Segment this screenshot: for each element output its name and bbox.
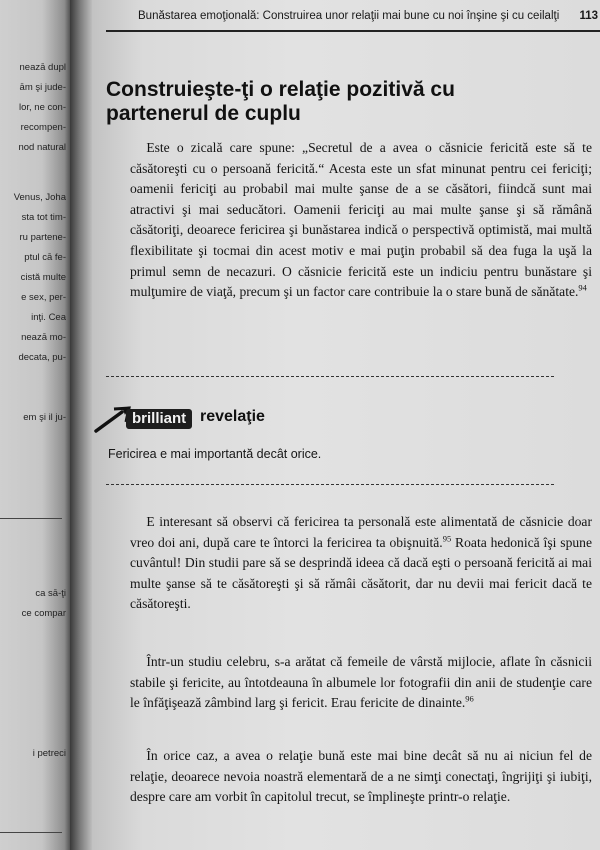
- paragraph-4: În orice caz, a avea o relaţie bună este mai bine decât să nu ai niciun fel de relaţie, deoarece nevoia noastră elementară de a ne simţi conectaţi, îngrijiţi şi iubiţi, despre care am vorbit în capitolul trecut, se împlineşte printr-o relaţie.: [130, 748, 592, 805]
- callout-label: revelaţie: [200, 408, 265, 425]
- left-page-line: nod natural: [18, 142, 66, 153]
- footnote-ref-95: 95: [442, 533, 452, 544]
- left-page-line: ptul cā fe-: [24, 252, 66, 263]
- running-title: Bunăstarea emoţională: Construirea unor relaţii mai bune cu noi înşine şi cu ceilalţi: [138, 10, 560, 22]
- footnote-ref-96: 96: [465, 693, 474, 704]
- footnote-ref-94: 94: [578, 282, 587, 293]
- left-page-line: em şi il ju-: [23, 412, 66, 423]
- callout-top-rule: [106, 376, 554, 377]
- left-page-line: ca sā-ţi: [35, 588, 66, 599]
- left-page-line: sta tot tim-: [21, 212, 66, 223]
- left-page-rule: [0, 832, 62, 833]
- callout-bottom-rule: [106, 484, 554, 485]
- paragraph-3: [130, 652, 592, 714]
- paragraph-2-text-a: E interesant să observi că fericirea ta personală este alimentată de căsnicie doar vreo doi ani, după care te întorci la fericirea ta obişnuită.: [130, 514, 592, 550]
- left-page-line: lor, ne con-: [19, 102, 66, 113]
- callout-text: Fericirea e mai importantă decât orice.: [108, 447, 322, 461]
- left-page-line: neazā mo-: [21, 332, 66, 343]
- left-page-rule: [0, 518, 62, 519]
- left-page-line: e sex, per-: [21, 292, 66, 303]
- brilliant-callout-header: [92, 404, 492, 434]
- left-facing-page: [0, 0, 70, 850]
- left-page-line: ce compar: [21, 608, 66, 619]
- left-page-line: Venus, Joha: [13, 192, 66, 203]
- page-number: 113: [579, 10, 598, 22]
- left-page-line: ru partene-: [19, 232, 66, 243]
- brilliant-badge: brilliant: [126, 409, 192, 429]
- left-page-line: ām şi jude-: [19, 82, 66, 93]
- left-page-line: i petreci: [32, 748, 66, 759]
- paragraph-2-text-b: Roata hedonică îşi spune cuvântul! Din studii pare să se desprindă ideea că dacă eşti o persoană fericită ai mai multe şanse să te căsătoreşti şi să rămâi căsătorit, dar nu devii mai fericit dacă te căsătoreşti.: [130, 534, 592, 612]
- left-page-line: neazā dupl: [19, 62, 66, 73]
- paragraph-3-text: Într-un studiu celebru, s-a arătat că femeile de vârstă mijlocie, aflate în căsnicii stabile şi fericite, au întotdeauna în albumele lor fotografii din anii de studenţie care le înfăţişează zâmbind larg şi fericit. Erau fericite de dinainte.: [130, 654, 592, 711]
- paragraph-2: [130, 512, 592, 615]
- header-rule: [106, 30, 600, 32]
- paragraph-1: [130, 138, 592, 303]
- left-page-line: inţi. Cea: [31, 312, 66, 323]
- right-page: [92, 0, 600, 850]
- paragraph-1-text: Este o zicală care spune: „Secretul de a avea o căsnicie fericită este să te căsătoreşti cu o persoană fericită.“ Acesta este un sfat minunat pentru cei fericiţi; oamenii fericiţi au probabil mai multe şanse de a se căsători, fiindcă sunt mai atractivi şi mai seducători. Oamenii fericiţi au mai multe şanse şi să rămână căsătoriţi, deoarece fericirea şi bunăstarea indică o perspectivă optimistă, mai multă flexibilitate şi tocmai din acest motiv e mai puţin probabil să dea fuga la uşă la primul semn de necazuri. O căsnicie fericită este un indiciu pentru bunăstare şi mulţumire de viaţă, precum şi un factor care contribuie la o stare bună de sănătate.: [130, 140, 592, 300]
- left-page-line: decata, pu-: [18, 352, 66, 363]
- left-page-line: recompen-: [20, 122, 66, 133]
- running-header: [138, 10, 598, 22]
- section-title: Construieşte-ţi o relaţie pozitivă cu partenerul de cuplu: [106, 78, 455, 125]
- left-page-line: cistă multe: [20, 272, 66, 283]
- book-gutter: [70, 0, 92, 850]
